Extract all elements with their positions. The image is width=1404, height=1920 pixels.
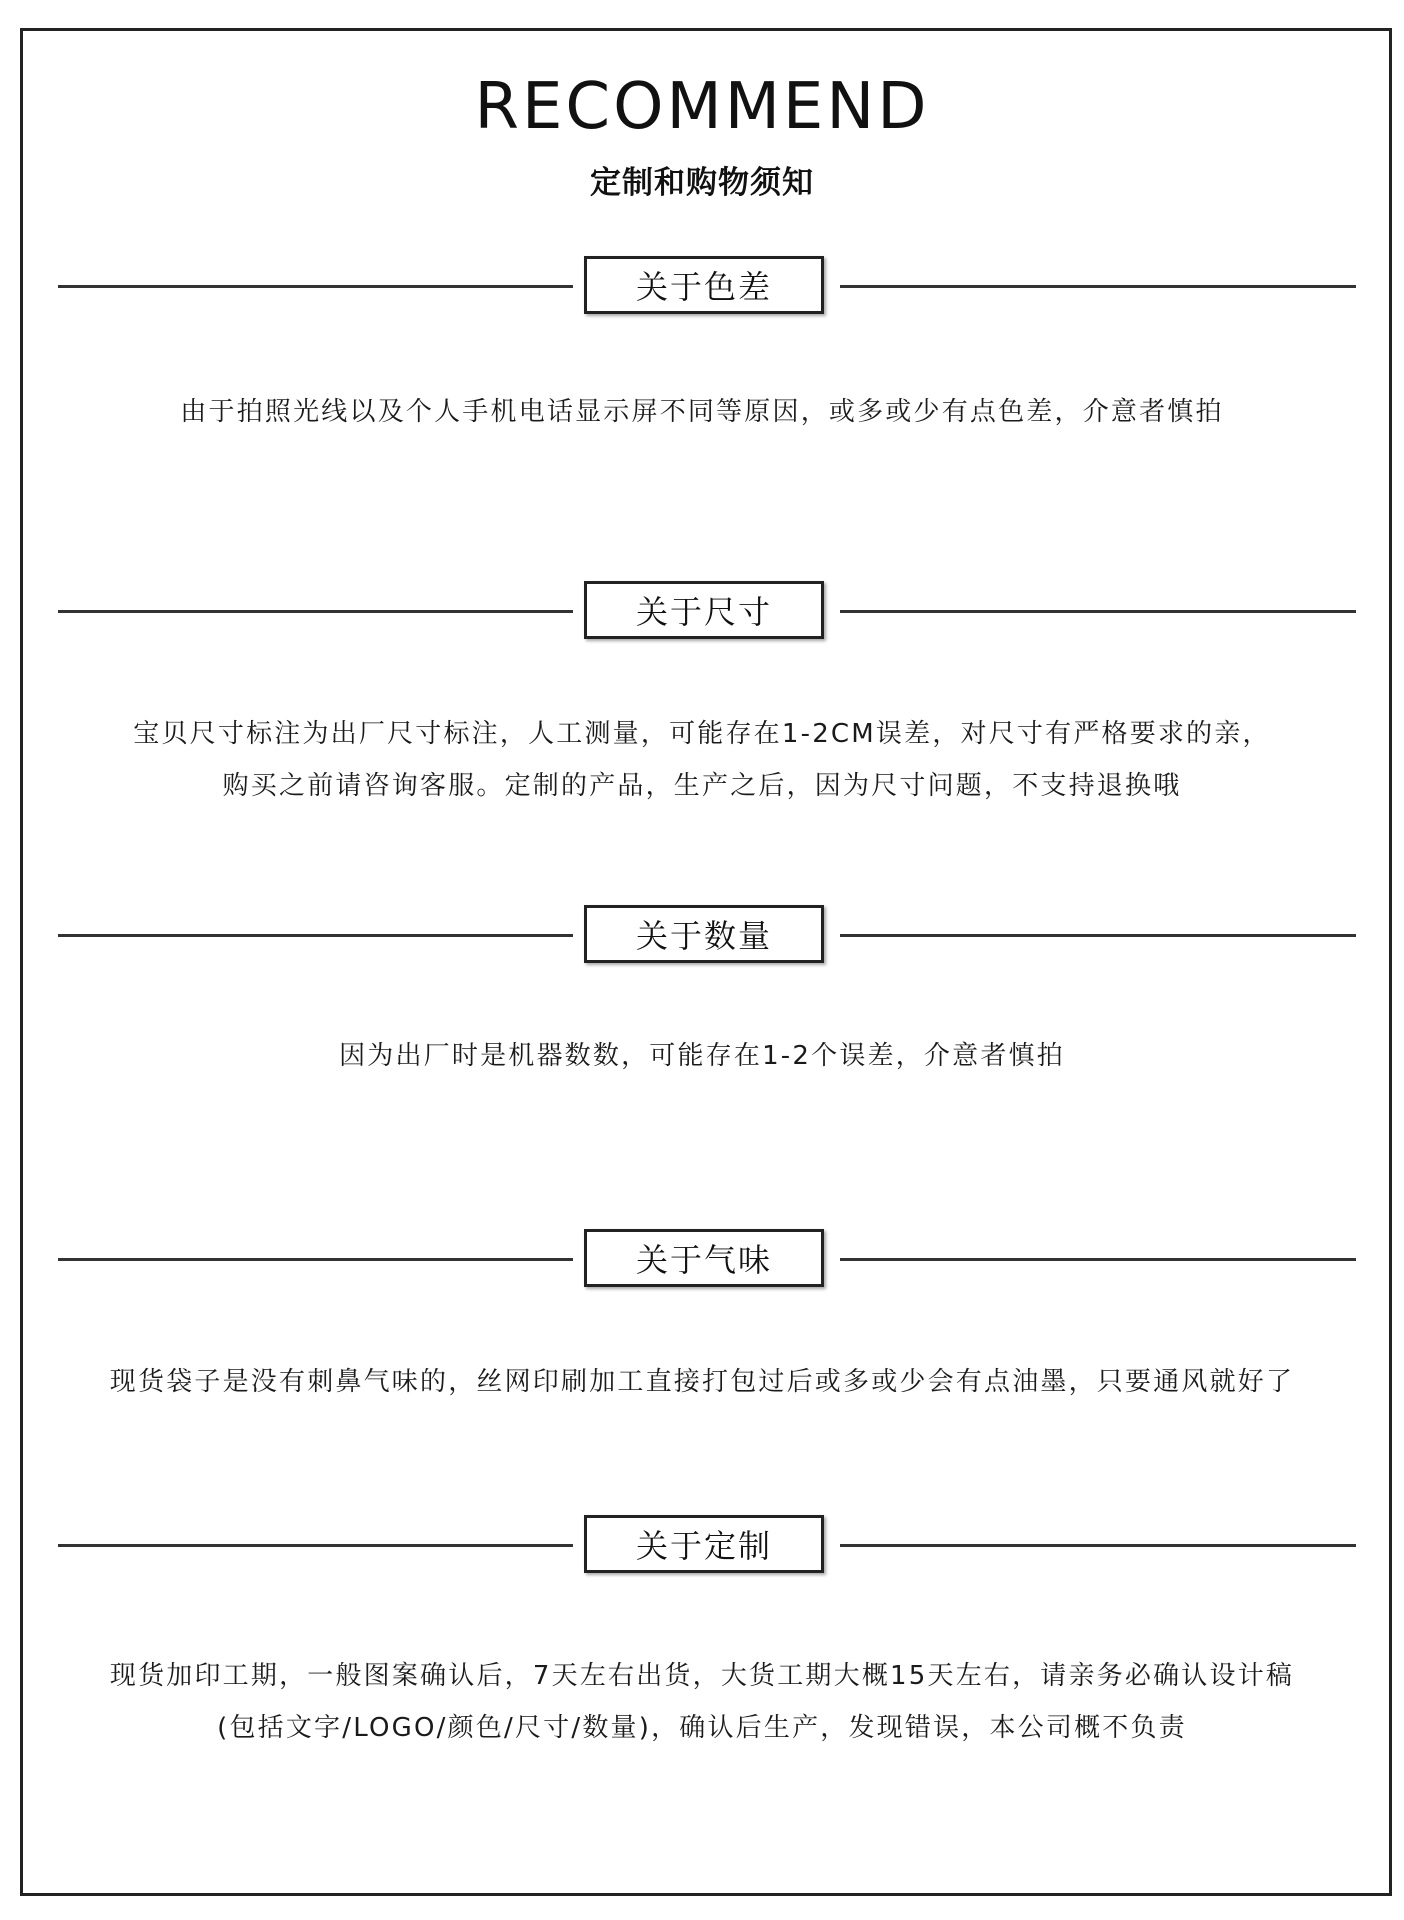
divider-line-right [840, 610, 1356, 613]
body-line: 现货袋子是没有刺鼻气味的，丝网印刷加工直接打包过后或多或少会有点油墨，只要通风就好了 [109, 1367, 1295, 1397]
divider-line-right [840, 285, 1356, 288]
divider-line-left [58, 285, 573, 288]
section-body-color [0, 386, 1404, 438]
body-line: (包括文字/LOGO/颜色/尺寸/数量)，确认后生产，发现错误，本公司概不负责 [217, 1713, 1187, 1743]
section-divider-custom [0, 1515, 1404, 1577]
section-body-size [0, 708, 1404, 812]
section-heading-quantity: 关于数量 [584, 905, 824, 963]
divider-line-right [840, 1544, 1356, 1547]
section-divider-quantity [0, 905, 1404, 967]
body-line: 宝贝尺寸标注为出厂尺寸标注，人工测量，可能存在1-2CM误差，对尺寸有严格要求的亲， [133, 719, 1271, 749]
body-line: 现货加印工期，一般图案确认后，7天左右出货，大货工期大概15天左右，请亲务必确认设计稿 [109, 1661, 1295, 1691]
section-divider-size [0, 581, 1404, 643]
body-line: 购买之前请咨询客服。定制的产品，生产之后，因为尺寸问题，不支持退换哦 [222, 771, 1182, 801]
divider-line-left [58, 1544, 573, 1547]
section-divider-smell [0, 1229, 1404, 1291]
section-body-custom [0, 1650, 1404, 1754]
body-line: 因为出厂时是机器数数，可能存在1-2个误差，介意者慎拍 [339, 1041, 1065, 1071]
section-heading-color: 关于色差 [584, 256, 824, 314]
body-line: 由于拍照光线以及个人手机电话显示屏不同等原因，或多或少有点色差，介意者慎拍 [180, 397, 1224, 427]
section-heading-size: 关于尺寸 [584, 581, 824, 639]
page-title: RECOMMEND [474, 70, 930, 144]
page-subtitle: 定制和购物须知 [590, 165, 814, 201]
section-divider-color [0, 256, 1404, 318]
section-heading-smell: 关于气味 [584, 1229, 824, 1287]
divider-line-right [840, 1258, 1356, 1261]
divider-line-left [58, 610, 573, 613]
section-body-smell [0, 1356, 1404, 1408]
divider-line-right [840, 934, 1356, 937]
divider-line-left [58, 1258, 573, 1261]
section-heading-custom: 关于定制 [584, 1515, 824, 1573]
section-body-quantity [0, 1030, 1404, 1082]
divider-line-left [58, 934, 573, 937]
